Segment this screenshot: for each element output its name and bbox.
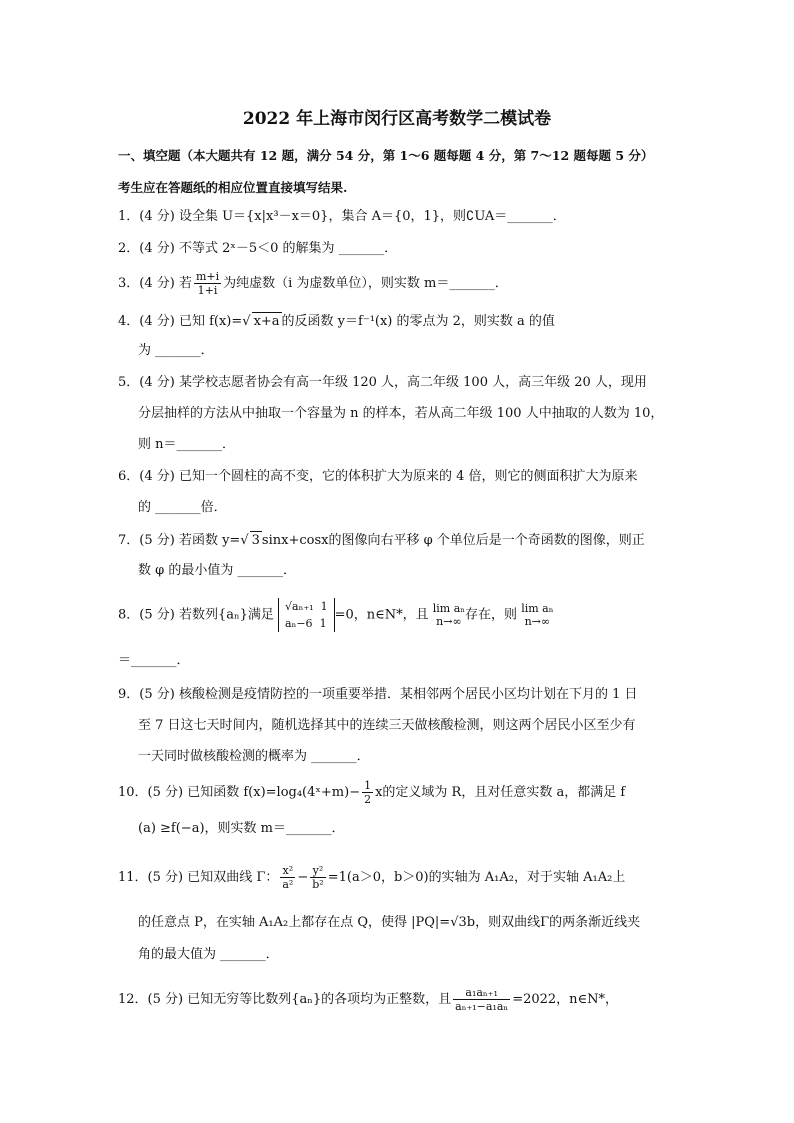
question-7-line-2: 数 φ 的最小值为 _______．	[138, 563, 296, 578]
question-1: 1．(4 分) 设全集 U＝{x|x³－x＝0}，集合 A＝{0，1}，则∁UA＝_______．	[118, 209, 566, 224]
det-cell: aₙ−6	[285, 617, 313, 630]
question-2: 2．(4 分) 不等式 2ˣ－5＜0 的解集为 _______．	[118, 241, 398, 256]
question-6-line-2: 的 _______倍．	[138, 500, 227, 515]
question-8-limit-2	[521, 602, 553, 628]
fraction-denominator: a²	[282, 878, 294, 891]
fraction-numerator: x²	[280, 864, 295, 878]
question-8-determinant	[278, 598, 335, 632]
fraction-denominator: b²	[312, 878, 324, 891]
question-12-prefix: 12．(5 分) 已知无穷等比数列{aₙ}的各项均为正整数，且	[118, 992, 452, 1007]
question-10	[118, 779, 688, 806]
section-heading: 一、填空题（本大题共有 12 题，满分 54 分，第 1～6 题每题 4 分，第 7～12 题每题 5 分）	[118, 148, 654, 163]
question-7-prefix: 7．(5 分) 若函数 y=	[118, 533, 241, 548]
question-9-line-2: 至 7 日这七天时间内，随机选择其中的连续三天做核酸检测，则这两个居民小区至少有	[138, 718, 636, 733]
minus-sign: −	[297, 870, 309, 885]
fraction-denominator: 2	[364, 793, 372, 806]
fraction-numerator: 1	[364, 779, 372, 792]
question-3-fraction	[194, 270, 221, 297]
fraction-denominator: aₙ₊₁−a₁aₙ	[455, 1000, 509, 1013]
question-3-suffix: 为纯虚数（i 为虚数单位），则实数 m＝_______．	[223, 276, 508, 291]
question-11-suffix: =1(a＞0，b＞0)的实轴为 A₁A₂，对于实轴 A₁A₂上	[327, 870, 626, 885]
question-10-line-2: (a) ≥f(−a)，则实数 m＝_______．	[138, 821, 345, 836]
question-5-line-3: 则 n＝_______．	[138, 437, 236, 452]
question-11-fraction-x	[280, 864, 295, 891]
question-11	[118, 864, 688, 891]
question-4-radicand: x+a	[253, 314, 280, 329]
question-8-middle: =0，n∈N*，且	[334, 607, 429, 623]
question-4-prefix: 4．(4 分) 已知 f(x)=	[118, 314, 243, 329]
question-11-prefix: 11．(5 分) 已知双曲线 Γ：	[118, 870, 279, 885]
question-12-fraction	[453, 986, 510, 1013]
question-10-fraction	[362, 779, 373, 806]
question-12	[118, 986, 688, 1013]
question-3-prefix: 3．(4 分) 若	[118, 276, 192, 291]
question-8-middle-2: 存在，则	[465, 607, 518, 623]
page-title: 2022 年上海市闵行区高考数学二模试卷	[242, 109, 552, 129]
question-8-limit	[433, 602, 465, 628]
question-8-prefix: 8．(5 分) 若数列{aₙ}满足	[118, 607, 274, 623]
fraction-numerator: a₁aₙ₊₁	[453, 986, 510, 1000]
det-cell: 1	[320, 600, 328, 613]
question-11-line-3: 角的最大值为 _______．	[138, 947, 279, 962]
question-10-suffix: x的定义域为 R，且对任意实数 a，都满足 f	[375, 785, 626, 800]
question-12-suffix: =2022，n∈N*，	[512, 992, 619, 1007]
question-4-suffix: 的反函数 y＝f⁻¹(x) 的零点为 2，则实数 a 的值	[281, 314, 555, 329]
question-7-radicand: 3	[251, 533, 260, 548]
fraction-denominator: 1+i	[197, 284, 218, 297]
question-8-line-2: ＝_______．	[118, 653, 190, 668]
question-7-suffix: sinx+cosx的图像向右平移 φ 个单位后是一个奇函数的图像，则正	[261, 533, 645, 548]
det-cell: 1	[319, 617, 327, 630]
question-4-line-2: 为 _______．	[138, 343, 214, 358]
question-7: 7．(5 分) 若函数 y=√ 3 sinx+cosx的图像向右平移 φ 个单位后是一个奇函数的图像，则正	[118, 533, 645, 548]
section-instruction: 考生应在答题纸的相应位置直接填写结果.	[118, 180, 348, 195]
question-10-prefix: 10．(5 分) 已知函数 f(x)=log₄(4ˣ+m)−	[118, 785, 361, 800]
limit-subscript: n→∞	[524, 615, 551, 628]
question-3	[118, 270, 688, 297]
question-6-line-1: 6．(4 分) 已知一个圆柱的高不变，它的体积扩大为原来的 4 倍，则它的侧面积扩大为原来	[118, 469, 638, 484]
question-5-line-1: 5．(4 分) 某学校志愿者协会有高一年级 120 人，高二年级 100 人，高三年级 20 人，现用	[118, 375, 647, 390]
det-cell: √aₙ₊₁	[285, 600, 314, 613]
question-4: 4．(4 分) 已知 f(x)=√ x+a 的反函数 y＝f⁻¹(x) 的零点为 2，则实数 a 的值	[118, 314, 555, 329]
question-11-fraction-y	[310, 864, 325, 891]
question-9-line-3: 一天同时做核酸检测的概率为 _______．	[138, 749, 370, 764]
question-8	[118, 598, 688, 632]
limit-expression: lim aₙ	[521, 602, 554, 615]
limit-expression: lim aₙ	[432, 602, 466, 615]
question-11-line-2: 的任意点 P，在实轴 A₁A₂上都存在点 Q，使得 |PQ|=√3b，则双曲线Γ的两条渐近线夹	[138, 915, 641, 930]
question-9-line-1: 9．(5 分) 核酸检测是疫情防控的一项重要举措．某相邻两个居民小区均计划在下月的 1 日	[118, 687, 638, 702]
limit-subscript: n→∞	[436, 615, 462, 628]
question-5-line-2: 分层抽样的方法从中抽取一个容量为 n 的样本，若从高二年级 100 人中抽取的人数为 10，	[138, 406, 664, 421]
fraction-numerator: y²	[310, 864, 325, 878]
fraction-numerator: m+i	[195, 270, 220, 283]
